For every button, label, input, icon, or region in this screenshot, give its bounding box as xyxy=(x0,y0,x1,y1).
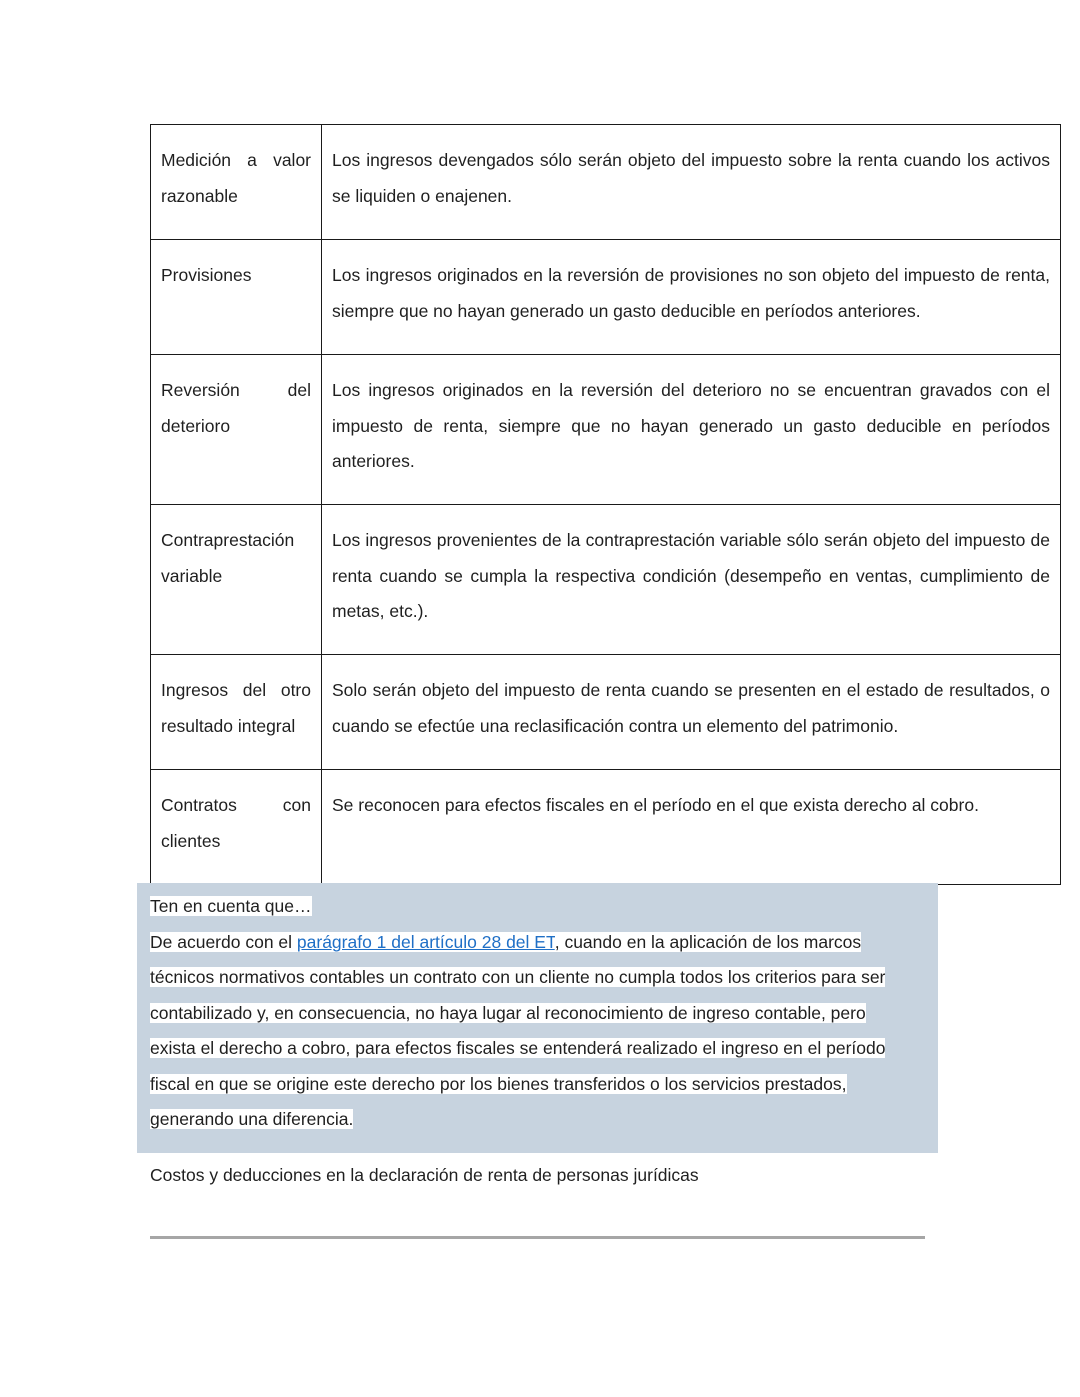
table-row xyxy=(151,125,1061,240)
row-description: Los ingresos originados en la reversión del deterioro no se encuentran gravados con el impuesto de renta, siempre que no hayan generado un gasto deducible en períodos anteriores. xyxy=(322,355,1061,505)
row-description: Solo serán objeto del impuesto de renta cuando se presenten en el estado de resultados, o cuando se efectúe una reclasificación contra un elemento del patrimonio. xyxy=(322,655,1061,770)
row-term: Contraprestación variable xyxy=(151,505,322,655)
row-term: Contratos con clientes xyxy=(151,770,322,885)
note-intro: De acuerdo con el xyxy=(150,931,297,952)
note-text: fiscal en que se origine este derecho por los bienes transferidos o los servicios prestados, xyxy=(150,1073,847,1094)
note-line-4 xyxy=(150,1031,938,1067)
table-row xyxy=(151,505,1061,655)
note-text: técnicos normativos contables un contrato con un cliente no cumpla todos los criterios para ser xyxy=(150,967,886,987)
row-term: Ingresos del otro resultado integral xyxy=(151,655,322,770)
article-28-link[interactable]: parágrafo 1 del artículo 28 del ET xyxy=(296,931,555,952)
note-title-line xyxy=(150,889,938,925)
table-row xyxy=(151,240,1061,355)
note-line-1 xyxy=(150,925,938,961)
note-line-6 xyxy=(150,1102,938,1138)
note-line-3 xyxy=(150,996,938,1032)
note-text: contabilizado y, en consecuencia, no haya lugar al reconocimiento de ingreso contable, pero xyxy=(150,1002,866,1023)
note-text: generando una diferencia. xyxy=(150,1109,354,1129)
row-description: Los ingresos provenientes de la contraprestación variable sólo serán objeto del impuesto de renta cuando se cumpla la respectiva condición (desempeño en ventas, cumplimiento de metas, etc.). xyxy=(322,505,1061,655)
income-rules-table xyxy=(150,124,1061,885)
row-term: Provisiones xyxy=(151,240,322,355)
divider xyxy=(150,1236,925,1239)
row-term: Reversión del deterioro xyxy=(151,355,322,505)
row-term: Medición a valor razonable xyxy=(151,125,322,240)
table-row xyxy=(151,770,1061,885)
note-title: Ten en cuenta que… xyxy=(150,896,312,916)
note-line-1-rest: , cuando en la aplicación de los marcos xyxy=(554,931,862,952)
note-line-2 xyxy=(150,960,938,996)
note-callout xyxy=(137,883,938,1153)
row-description: Se reconocen para efectos fiscales en el período en el que exista derecho al cobro. xyxy=(322,770,1061,885)
note-text: exista el derecho a cobro, para efectos fiscales se entenderá realizado el ingreso en el período xyxy=(150,1038,886,1058)
section-heading: Costos y deducciones en la declaración de renta de personas jurídicas xyxy=(150,1165,699,1185)
note-line-5 xyxy=(150,1067,938,1103)
table-row xyxy=(151,355,1061,505)
table-row xyxy=(151,655,1061,770)
row-description: Los ingresos originados en la reversión de provisiones no son objeto del impuesto de renta, siempre que no hayan generado un gasto deducible en períodos anteriores. xyxy=(322,240,1061,355)
row-description: Los ingresos devengados sólo serán objeto del impuesto sobre la renta cuando los activos se liquiden o enajenen. xyxy=(322,125,1061,240)
